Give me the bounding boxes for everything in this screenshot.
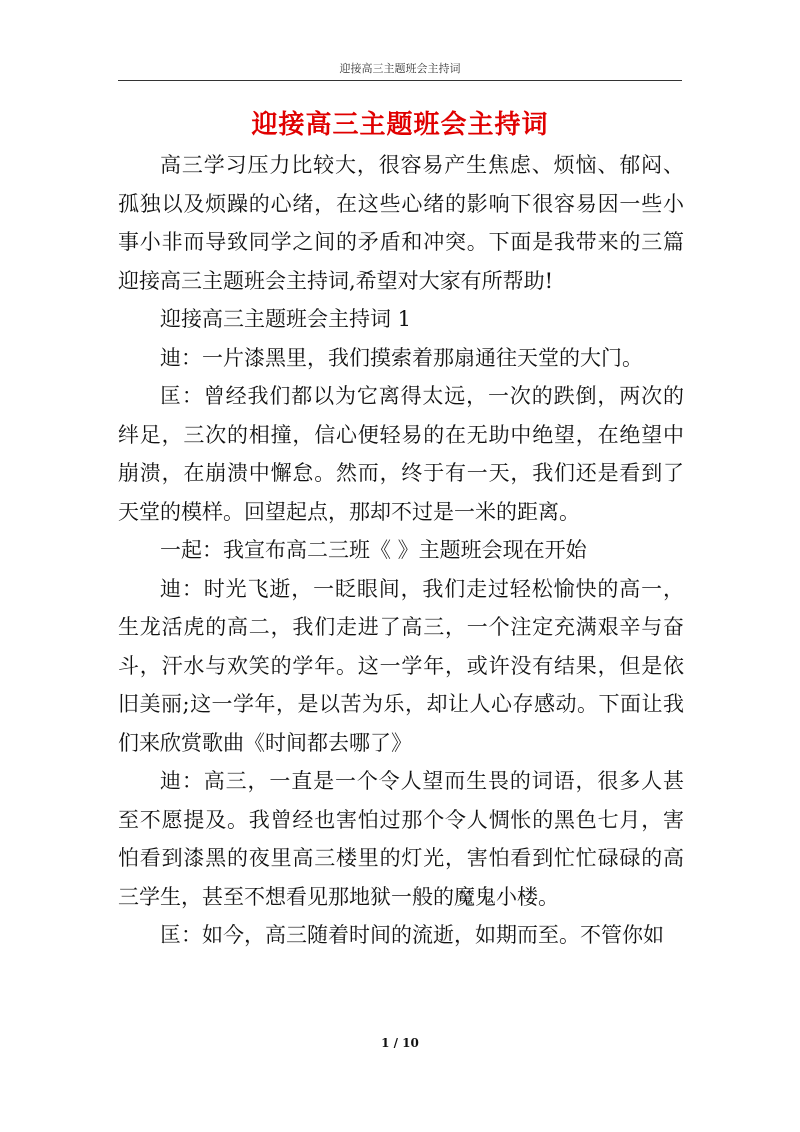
document-body xyxy=(118,146,684,955)
running-header: 迎接高三主题班会主持词 xyxy=(339,62,461,75)
paragraph-di-2: 迪：时光飞逝，一眨眼间，我们走过轻松愉快的高一，生龙活虎的高二，我们走进了高三，一个注定充满艰辛与奋斗，汗水与欢笑的学年。这一学年，或许没有结果，但是依旧美丽;这一学年，是以苦为乐，却让人心存感动。下面让我们来欣赏歌曲《时间都去哪了》 xyxy=(118,576,684,755)
page-number: 1 / 10 xyxy=(381,1036,419,1050)
paragraph-together: 一起：我宣布高二三班《 》主题班会现在开始 xyxy=(160,538,587,562)
paragraph-intro: 高三学习压力比较大，很容易产生焦虑、烦恼、郁闷、孤独以及烦躁的心绪，在这些心绪的影响下很容易因一些小事小非而导致同学之间的矛盾和冲突。下面是我带来的三篇迎接高三主题班会主持词,希望对大家有所帮助! xyxy=(118,153,684,293)
paragraph-kuang-1: 匡：曾经我们都以为它离得太远，一次的跌倒，两次的绊足，三次的相撞，信心便轻易的在无助中绝望，在绝望中崩溃，在崩溃中懈怠。然而，终于有一天，我们还是看到了天堂的模样。回望起点，那却不过是一米的距离。 xyxy=(118,384,684,524)
paragraph-di-3: 迪：高三，一直是一个令人望而生畏的词语，很多人甚至不愿提及。我曾经也害怕过那个令人惆怅的黑色七月，害怕看到漆黑的夜里高三楼里的灯光，害怕看到忙忙碌碌的高三学生，甚至不想看见那地狱一般的魔鬼小楼。 xyxy=(118,769,684,909)
document-title: 迎接高三主题班会主持词 xyxy=(251,110,549,140)
paragraph-di-1: 迪：一片漆黑里，我们摸索着那扇通往天堂的大门。 xyxy=(160,345,643,370)
header-divider xyxy=(118,80,682,81)
paragraph-kuang-2: 匡：如今，高三随着时间的流逝，如期而至。不管你如 xyxy=(160,923,664,947)
paragraph-section-heading: 迎接高三主题班会主持词 1 xyxy=(160,307,412,331)
